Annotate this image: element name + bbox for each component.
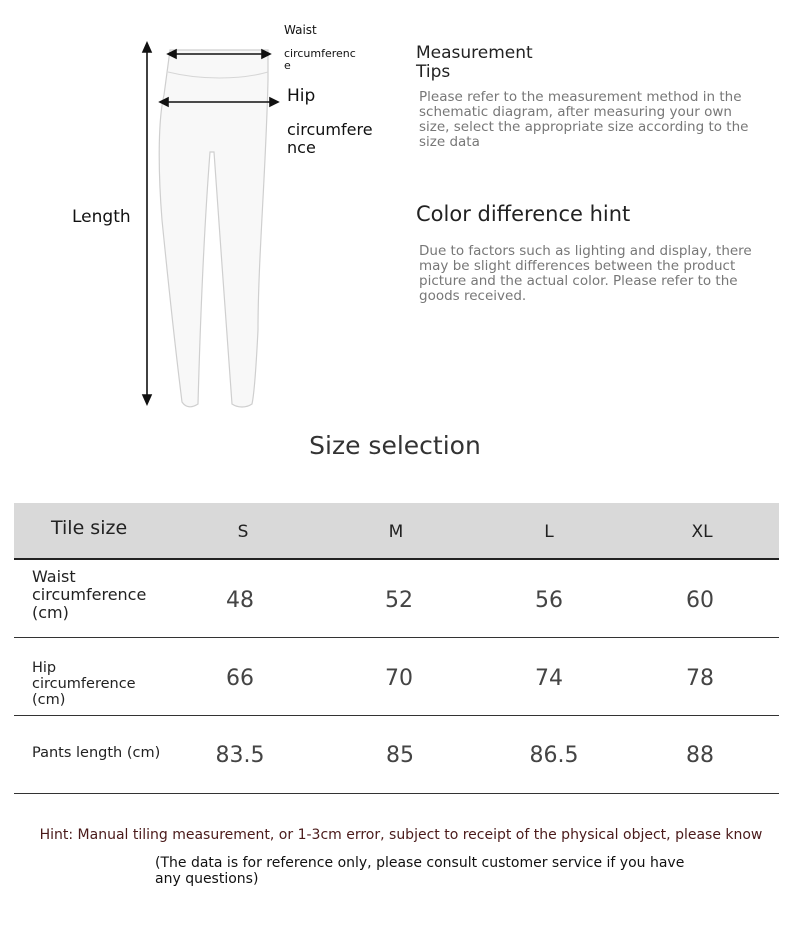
length-value-m: 85 [386,743,414,768]
length-value-l: 86.5 [529,743,579,768]
hint-text: Hint: Manual tiling measurement, or 1-3cm error, subject to receipt of the physical object, please know [39,827,763,843]
length-value-xl: 88 [686,743,714,768]
header-size-xl: XL [691,522,713,542]
table-row-length [14,716,779,794]
waist-value-l: 56 [535,588,563,613]
size-table [14,503,779,794]
waist-label-2: circumference [284,47,356,72]
waist-value-xl: 60 [686,588,714,613]
hip-value-s: 66 [226,666,254,691]
header-size-s: S [237,522,249,542]
row-label-waist: Waist circumference (cm) [32,567,147,622]
leggings-silhouette [159,50,268,407]
hip-value-l: 74 [535,666,563,691]
row-label-hip: Hip circumference (cm) [32,660,136,708]
waist-value-s: 48 [226,588,254,613]
reference-note: (The data is for reference only, please consult customer service if you have any questions) [155,855,685,887]
length-arrow [143,43,151,404]
measurement-tips-body: Please refer to the measurement method in the schematic diagram, after measuring your own size, select the appropriate size according to the size data [419,89,749,150]
length-label: Length [72,207,131,227]
hip-label-2: circumference [287,120,373,157]
color-hint-body: Due to factors such as lighting and display, there may be slight differences between the product picture and the actual color. Please refer to the goods received. [419,243,752,304]
hip-value-xl: 78 [686,666,714,691]
measurement-tips-title: Measurement Tips [416,43,533,82]
header-size-l: L [544,522,554,542]
color-hint-title: Color difference hint [416,202,631,226]
table-row-waist [14,560,779,638]
size-selection-title: Size selection [309,431,481,460]
waist-label: Waist [284,23,317,37]
header-size-m: M [388,522,404,542]
row-label-length: Pants length (cm) [32,745,161,761]
hip-label: Hip [287,86,316,106]
table-row-hip [14,638,779,716]
size-table-header [14,503,779,560]
length-value-s: 83.5 [215,743,265,768]
waist-value-m: 52 [385,588,413,613]
header-tile-size: Tile size [51,517,128,539]
hip-value-m: 70 [385,666,413,691]
